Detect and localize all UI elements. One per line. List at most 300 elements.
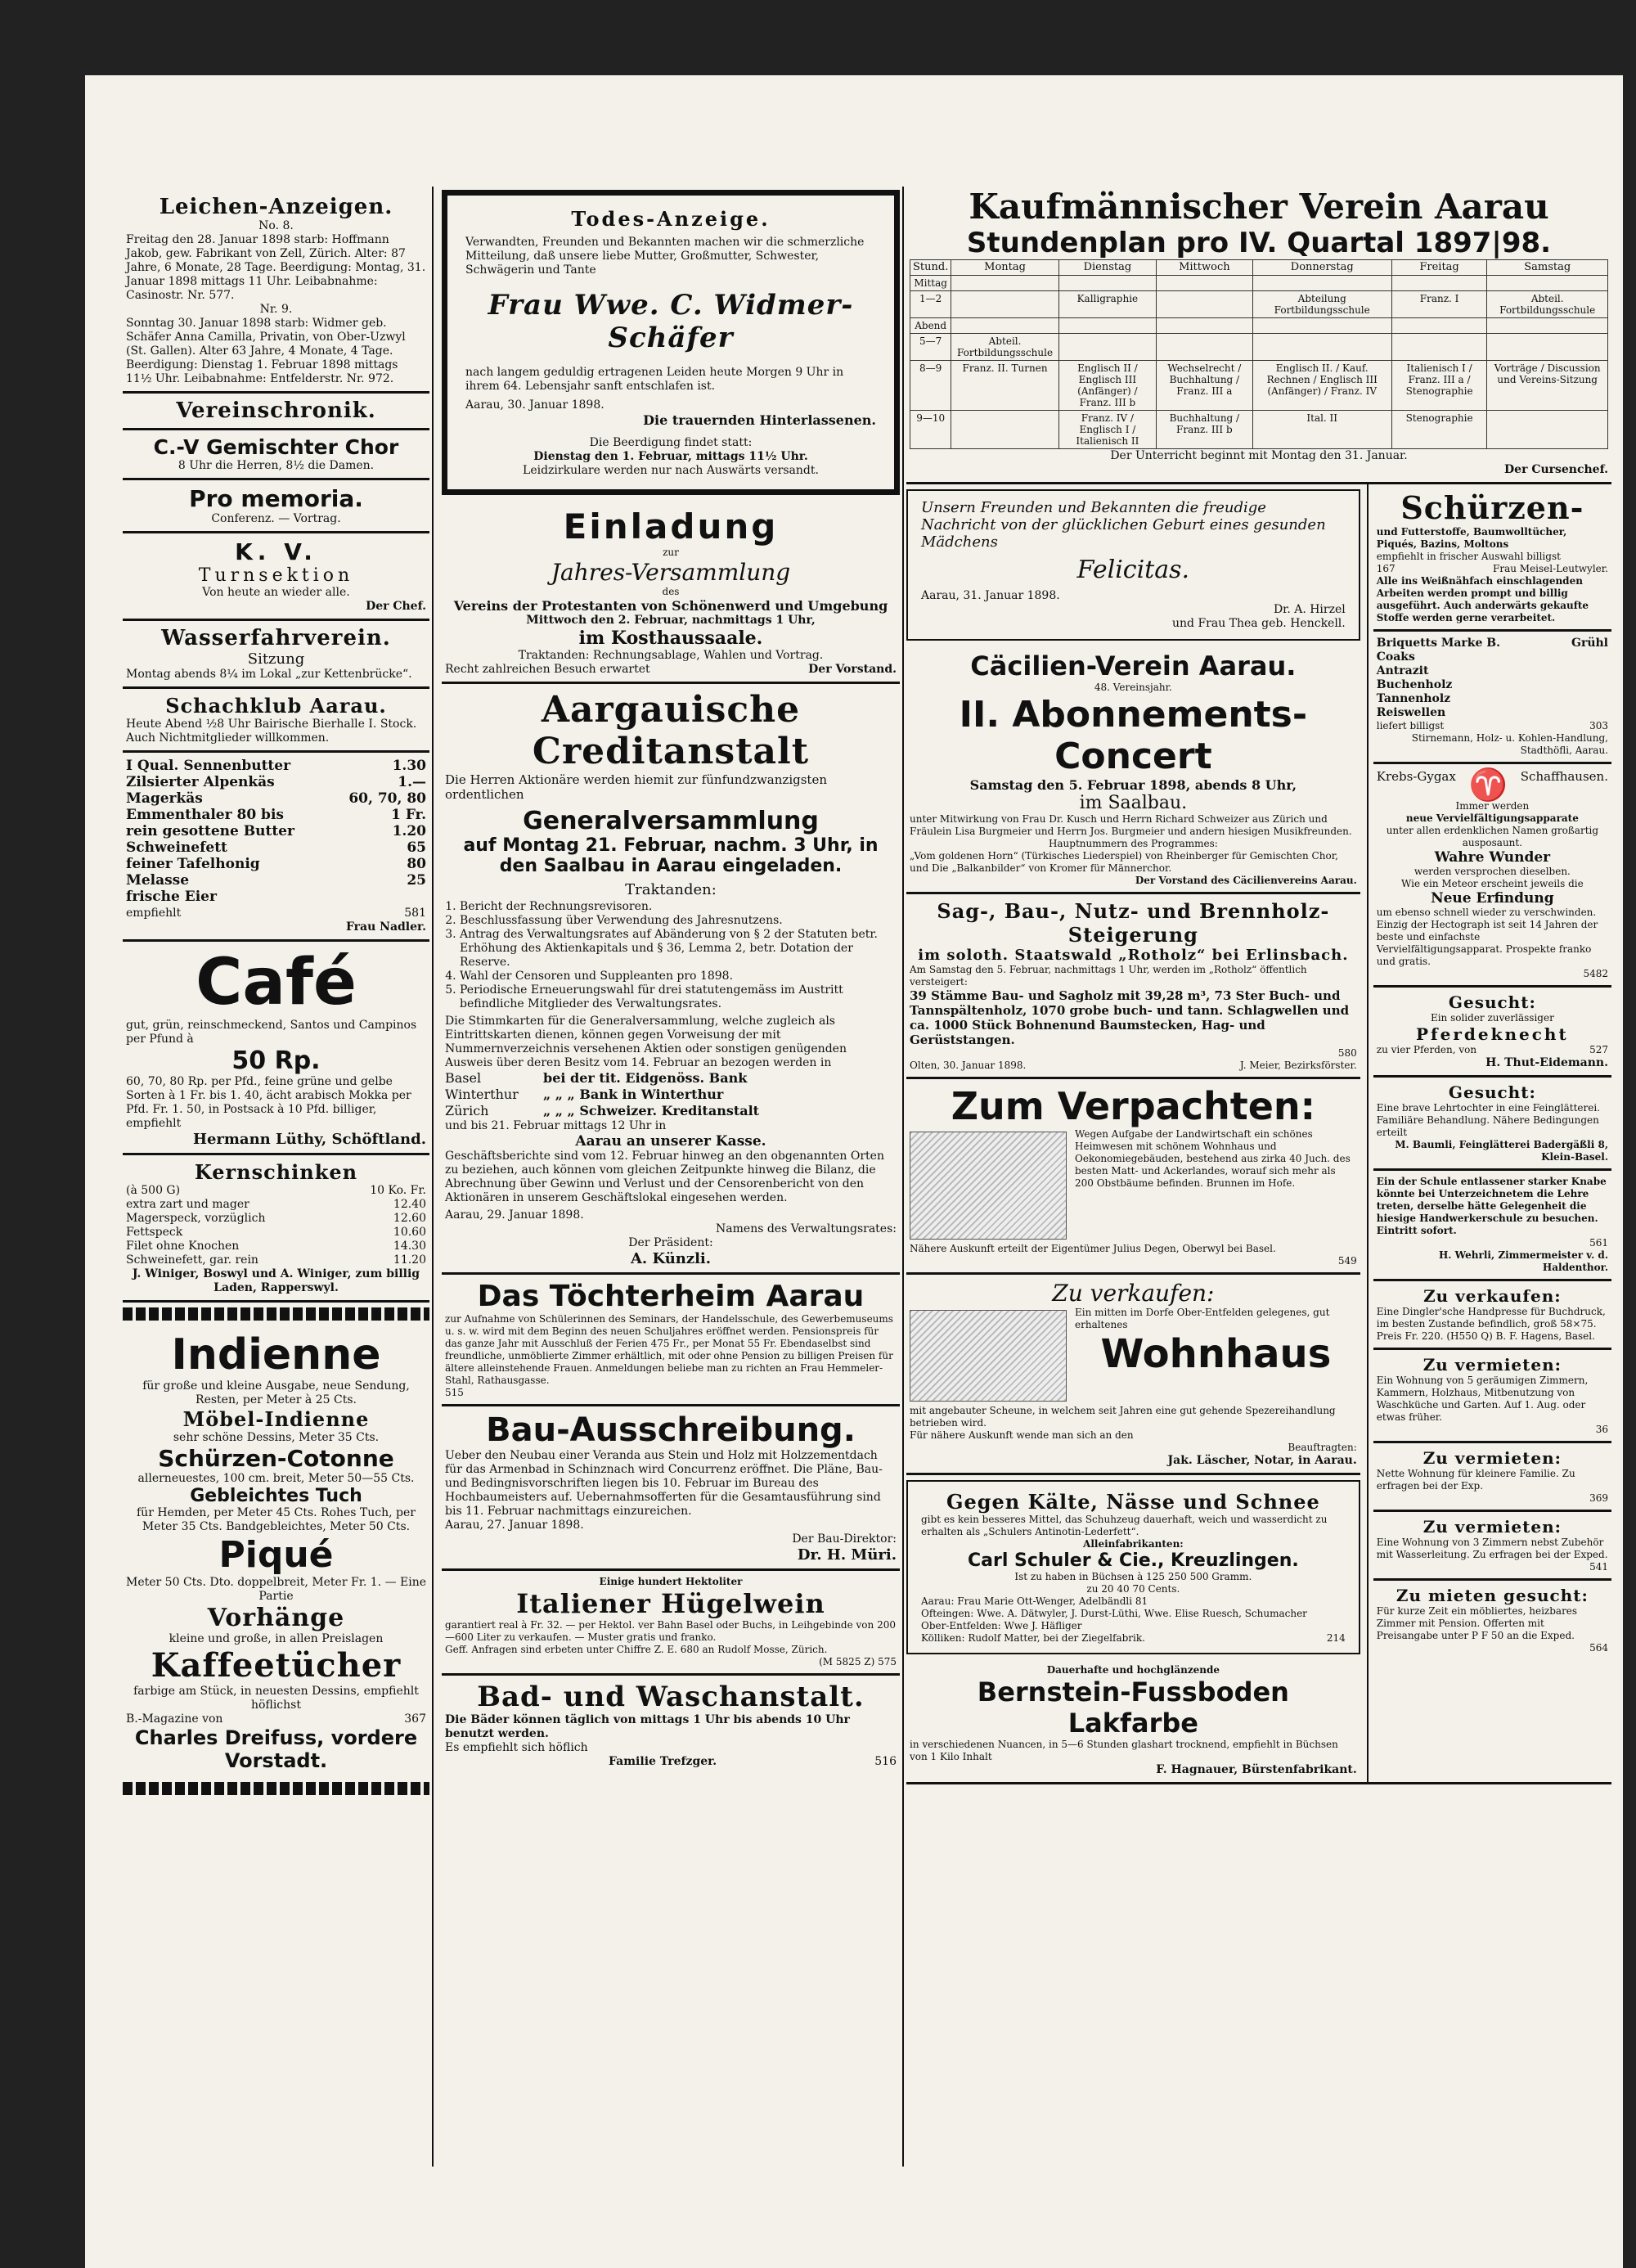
ad-text: Eine brave Lehrtochter in eine Feinglätterei. Familiäre Behandlung. Nähere Bedingungen erteilt [1376, 1102, 1600, 1138]
holzsteigerung-ad [906, 894, 1360, 1079]
ad-title: Leichen-Anzeigen. [159, 195, 393, 219]
bodenlack-ad [906, 1659, 1360, 1782]
price-row [126, 1253, 426, 1267]
column-left [123, 190, 429, 1800]
ad-text: Nette Wohnung für kleinere Familie. Zu erfragen bei der Exp. [1376, 1468, 1575, 1492]
kernschinken-ad [123, 1155, 429, 1303]
ad-number: 581 [404, 907, 426, 920]
timetable-header: Donnerstag [1252, 260, 1391, 276]
timetable-cell: Englisch II / Englisch III (Anfänger) / Franz. III b [1058, 361, 1156, 411]
ad-text: Namens des Verwaltungsrates: [716, 1222, 897, 1235]
agenda-item: 2. Beschlussfassung über Verwendung des Jahresnutzens. [460, 914, 897, 928]
timetable-cell [1157, 276, 1253, 291]
ad-text: neue Vervielfältigungsapparate [1405, 812, 1579, 824]
price-value: 14.30 [393, 1240, 426, 1253]
ad-text: unter Mitwirkung von Frau Dr. Kusch und Herrn Richard Schweizer aus Zürich und Fräulein Lisa Burgmeier und Herrn Jos. Burgmeier und andern hiesigen Musikfreunden. [910, 813, 1352, 837]
timetable-header: Samstag [1487, 260, 1608, 276]
timetable-cell: 5—7 [910, 334, 951, 361]
ad-text: Ein Wohnung von 5 geräumigen Zimmern, Kammern, Holzhaus, Mitbenutzung von Waschküche und Garten. Auf 1. Aug. oder etwas früher. [1376, 1375, 1589, 1423]
ad-subtitle: Carl Schuler & Cie., Kreuzlingen. [967, 1550, 1299, 1571]
timetable-row [910, 361, 1608, 411]
mieten-gesucht-ad [1373, 1581, 1611, 1659]
bank-row [445, 1087, 897, 1103]
ad-title: Bau-Ausschreibung. [486, 1411, 856, 1449]
bank-city: Zürich [445, 1103, 489, 1118]
ad-text: Ofteingen: Wwe. A. Dätwyler, J. Durst-Lüthi, Wwe. Elise Ruesch, Schumacher [921, 1608, 1307, 1619]
ad-signature: Familie Trefzger. [609, 1755, 717, 1768]
price-row [126, 1184, 426, 1198]
timetable-row [910, 411, 1608, 449]
ad-title: Bad- und Waschanstalt. [477, 1681, 865, 1713]
bank-row [445, 1070, 897, 1087]
ad-subtitle: Schürzen-Cotonne [158, 1445, 394, 1472]
bank-row [445, 1103, 897, 1119]
ad-place-date: Aarau, 29. Januar 1898. [445, 1208, 584, 1222]
ad-date: auf Montag 21. Februar, nachm. 3 Uhr, in den Saalbau in Aarau eingeladen. [463, 835, 879, 876]
price-item: (à 500 G) [126, 1184, 181, 1197]
price-row [126, 1212, 426, 1226]
price-row [126, 872, 426, 889]
ad-signature: J. Winiger, Boswyl und A. Winiger, zum billig Laden, Rapperswyl. [132, 1267, 420, 1294]
verpachten-ad [906, 1079, 1360, 1275]
ad-text: garantiert real à Fr. 32. — per Hektol. ver Bahn Basel oder Buchs, in Leihgebinde von 200—600 Liter zu verkaufen. — Muster gratis und franko. [445, 1619, 896, 1643]
price-item: rein gesottene Butter [126, 823, 294, 839]
einladung-ad [442, 502, 900, 684]
house-illustration [910, 1310, 1067, 1402]
ad-number: 5482 [1583, 968, 1608, 979]
ad-subtitle: Gebleichtes Tuch [190, 1486, 362, 1506]
ad-text: Alle ins Weißnähfach einschlagenden Arbeiten werden prompt und billig ausgeführt. Auch anderwärts gekaufte Stoffe werden gerne verarbeitet. [1376, 575, 1589, 623]
vermieten-ad-3 [1373, 1512, 1611, 1581]
column-divider [902, 187, 904, 2167]
bank-city: Basel [445, 1070, 482, 1086]
ad-text: Montag abends 8¼ im Lokal „zur Kettenbrücke“. [126, 668, 412, 681]
price-value: 11.20 [393, 1253, 426, 1267]
ad-text: kleine und große, in allen Preislagen [169, 1632, 384, 1645]
ad-number: 303 [1589, 720, 1608, 731]
ad-signature: Der Vorstand. [808, 663, 897, 676]
ad-text: Immer werden [1455, 800, 1530, 812]
timetable-row [910, 291, 1608, 318]
ad-text: empfiehlt in frischer Auswahl billigst [1376, 551, 1561, 562]
schuerzen-ad [1373, 484, 1611, 632]
ad-text: Krebs-Gygax [1376, 769, 1456, 784]
ad-text: Der Präsident: [628, 1236, 713, 1249]
ad-text: Hauptnummern des Programmes: [1048, 838, 1218, 849]
ad-text: „Vom goldenen Horn“ (Türkisches Liederspiel) von Rheinberger für Gemischten Chor, und Die „Balkanbilder“ von Kromer für Männerchor. [910, 850, 1338, 874]
ad-title: K. V. [235, 538, 317, 565]
timetable-cell: Buchhaltung / Franz. III b [1157, 411, 1253, 449]
timetable-cell: Abteil. Fortbildungsschule [1487, 291, 1608, 318]
ad-signature: Die trauernden Hinterlassenen. [643, 412, 876, 428]
ad-text: Wegen Aufgabe der Landwirtschaft ein schönes Heimwesen mit schönem Wohnhaus und Oekonomiegebäuden, bestehend aus zirka 40 Juch. des besten Matt- und Ackerlandes, worauf sich mehr als 200 Obstbäume befinden. Brunnen im Hofe. [1075, 1128, 1351, 1189]
lehrling-ad [1373, 1171, 1611, 1281]
timetable [910, 259, 1608, 449]
ad-text: Ein solider zuverlässiger [1430, 1012, 1554, 1024]
ad-text: zur [663, 547, 679, 558]
ad-text: Alleinfabrikanten: [1083, 1538, 1184, 1550]
price-item: Fettspeck [126, 1226, 183, 1239]
ad-subtitle: Traktanden: [625, 881, 717, 898]
ad-text: Es empfiehlt sich höflich [445, 1741, 588, 1754]
gesucht-lehrtochter-ad [1373, 1078, 1611, 1171]
price-list [126, 758, 426, 905]
ad-text: Der Unterricht beginnt mit Montag den 31. Januar. [1110, 449, 1408, 462]
ad-place-date: Aarau, 30. Januar 1898. [465, 398, 605, 412]
ad-text: Die Herren Aktionäre werden hiemit zur fünfundzwanzigsten ordentlichen [445, 772, 827, 802]
ad-number: 549 [1337, 1255, 1357, 1267]
ad-text: 48. Vereinsjahr. [1094, 682, 1172, 693]
ad-place-date: Aarau, 27. Januar 1898. [445, 1519, 584, 1532]
ad-subtitle: Vereins der Protestanten von Schönenwerd und Umgebung [453, 598, 888, 614]
timetable-cell: Mittag [910, 276, 951, 291]
ad-number: 541 [1589, 1561, 1608, 1573]
price-value: 1 Fr. [391, 807, 426, 823]
ad-signature: und Frau Thea geb. Henckell. [1172, 617, 1346, 630]
ad-title: Cäcilien-Verein Aarau. [970, 650, 1297, 682]
wohnhaus-verkauf-ad [906, 1275, 1360, 1475]
ad-signature: Frau Meisel-Leutwyler. [1493, 563, 1608, 574]
child-name: Felicitas. [1076, 556, 1190, 584]
price-value: 10.60 [393, 1226, 426, 1239]
price-value: 60, 70, 80 [348, 790, 426, 807]
schachklub-ad [123, 689, 429, 753]
ad-text: des [662, 586, 680, 597]
ad-text: Aarau: Frau Marie Ott-Wenger, Adelbändli 81 [921, 1595, 1148, 1607]
price-item: feiner Tafelhonig [126, 856, 260, 872]
timetable-row [910, 334, 1608, 361]
ad-text: in verschiedenen Nuancen, in 5—6 Stunden glashart trocknend, empfiehlt in Büchsen von 1 Kilo Inhalt [910, 1739, 1338, 1762]
ad-text: Grühl [1571, 637, 1608, 650]
timetable-cell: Franz. I [1391, 291, 1487, 318]
ad-text: Nähere Auskunft erteilt der Eigentümer Julius Degen, Oberwyl bei Basel. [910, 1243, 1276, 1254]
timetable-cell [1058, 276, 1156, 291]
ad-text: 8 Uhr die Herren, 8½ die Damen. [178, 459, 375, 472]
ad-subtitle: Möbel-Indienne [182, 1407, 370, 1431]
ad-text: Einige hundert Hektoliter [599, 1576, 743, 1587]
price-list [126, 1184, 426, 1267]
ad-signature: Stirnemann, Holz- u. Kohlen-Handlung, Stadthöfli, Aarau. [1411, 732, 1608, 756]
kv-stundenplan [906, 182, 1611, 484]
ad-signature: J. Meier, Bezirksförster. [1239, 1060, 1357, 1071]
ad-title: Zu vermieten: [1423, 1517, 1562, 1537]
cafe-ad [123, 942, 429, 1155]
ad-text: B.-Magazine von [126, 1712, 223, 1726]
ad-text: gut, grün, reinschmeckend, Santos und Campinos per Pfund à [126, 1019, 417, 1046]
timetable-header: Mittwoch [1157, 260, 1253, 276]
ad-signature: Dr. A. Hirzel [1273, 603, 1346, 616]
ad-text: Ueber den Neubau einer Veranda aus Stein und Holz mit Holzzementdach für das Armenbad in Schinznach wird Concurrenz eröffnet. Die Pläne, Bau- und Bedingnisvorschriften liegen bis 10. Februar im Bureau des Hochbaumeisters auf. Uebernahmsofferten für die Gesamtausführung sind bis 11. Februar nachmittags einzureichen. [445, 1449, 883, 1518]
timetable-cell [1252, 276, 1391, 291]
ad-text: Geff. Anfragen sind erbeten unter Chiffre Z. E. 680 an Rudolf Mosse, Zürich. [445, 1644, 828, 1655]
timetable-cell: Franz. II. Turnen [951, 361, 1058, 411]
ad-text: Aarau an unserer Kasse. [575, 1133, 766, 1150]
ad-title: Aargauische Creditanstalt [532, 689, 810, 772]
gesucht-knecht-ad [1373, 988, 1611, 1078]
ad-title: Café [196, 946, 357, 1019]
timetable-cell: Stenographie [1391, 411, 1487, 449]
ad-text: gibt es kein besseres Mittel, das Schuhzeug dauerhaft, weich und wasserdicht zu erhalten als „Schulers Antinotin-Lederfett“. [921, 1514, 1328, 1537]
ad-text: liefert billigst [1376, 720, 1445, 731]
cv-ad [123, 430, 429, 480]
ad-subtitle: Wahre Wunder [1434, 849, 1551, 866]
timetable-cell: Wechselrecht / Buchhaltung / Franz. III a [1157, 361, 1253, 411]
price-value: 1.20 [392, 823, 426, 839]
ad-text: Ein der Schule entlassener starker Knabe könnte bei Unterzeichnetem die Lehre treten, derselbe hätte Gelegenheit die hiesige Handwerkerschule zu besuchen. Eintritt sofort. [1376, 1176, 1607, 1236]
price-value: 25 [407, 872, 426, 889]
price-row [126, 807, 426, 823]
indienne-ad [123, 1325, 429, 1777]
price-value: 1.30 [392, 758, 426, 774]
ad-number: 564 [1589, 1642, 1608, 1654]
ad-text: Conferenz. — Vortrag. [211, 512, 341, 525]
ad-text: unter allen erdenklichen Namen großartig ausposaunt. [1386, 825, 1599, 848]
ibex-icon: ♈ [1468, 767, 1508, 803]
ad-text: Eine Wohnung von 3 Zimmern nebst Zubehör mit Wasserleitung. Zu erfragen bei der Exped. [1376, 1537, 1608, 1560]
bank-name: „ „ „ Bank in Winterthur [543, 1087, 724, 1102]
timetable-cell [1391, 318, 1487, 334]
price-item: Magerspeck, vorzüglich [126, 1212, 266, 1225]
agenda-item: 5. Periodische Erneuerungswahl für drei statutengemäss im Austritt befindliche Mitglieder des Verwaltungsrates. [460, 983, 897, 1011]
timetable-cell [951, 291, 1058, 318]
fuel-item: Reiswellen [1376, 706, 1446, 719]
ad-price: 50 Rp. [231, 1046, 321, 1075]
timetable-cell: Vorträge / Discussion und Vereins-Sitzung [1487, 361, 1608, 411]
ad-signature: Jak. Läscher, Notar, in Aarau. [1167, 1454, 1357, 1467]
handpresse-ad [1373, 1281, 1611, 1350]
fuel-list [1377, 650, 1608, 720]
ad-title: Zum Verpachten: [951, 1084, 1316, 1128]
ad-text: zu 20 40 70 Cents. [1086, 1583, 1180, 1595]
timetable-cell: Ital. II [1252, 411, 1391, 449]
ad-text: Unsern Freunden und Bekannten die freudige Nachricht von der glücklichen Geburt eines gesunden Mädchens [921, 499, 1326, 551]
ad-text: Am Samstag den 5. Februar, nachmittags 1 Uhr, werden im „Rotholz“ öffentlich versteigert: [910, 964, 1307, 988]
ad-title: Wasserfahrverein. [161, 626, 391, 650]
creditanstalt-ad [442, 684, 900, 1275]
ad-title: Pro memoria. [189, 485, 363, 512]
price-item: Emmenthaler 80 bis [126, 807, 284, 823]
bank-city: Winterthur [445, 1087, 519, 1102]
ad-title: Kernschinken [194, 1160, 358, 1184]
price-value: 10 Ko. Fr. [370, 1184, 426, 1197]
ad-signature: H. Thut-Eidemann. [1485, 1056, 1608, 1069]
timetable-cell [1157, 291, 1253, 318]
timetable-cell [951, 318, 1058, 334]
timetable-row [910, 318, 1608, 334]
ad-title: Schürzen- [1400, 489, 1584, 526]
ad-signature: Der Cursenchef. [1504, 463, 1608, 476]
bank-list [445, 1070, 897, 1119]
timetable-cell: Abend [910, 318, 951, 334]
price-value: 1.— [398, 774, 426, 790]
ad-signature: F. Hagnauer, Bürstenfabrikant. [1156, 1763, 1357, 1776]
ad-title: Kaufmännischer Verein Aarau [969, 187, 1549, 227]
hectograph-ad [1373, 764, 1611, 988]
timetable-cell [1157, 318, 1253, 334]
price-row [126, 856, 426, 872]
price-value: 80 [407, 856, 426, 872]
ad-number: 580 [1337, 1047, 1357, 1059]
ad-number: 369 [1589, 1492, 1608, 1504]
ad-date: Mittwoch den 2. Februar, nachmittags 1 Uhr, [526, 614, 816, 627]
ad-text: Kölliken: Rudolf Matter, bei der Ziegelfabrik. [921, 1632, 1145, 1644]
ad-text: Schaffhausen. [1520, 769, 1608, 784]
bank-name: „ „ „ Schweizer. Kreditanstalt [543, 1103, 760, 1118]
price-list-ad [123, 753, 429, 942]
ad-signature: Frau Nadler. [345, 920, 426, 934]
timetable-cell: Italienisch I / Franz. III a / Stenographie [1391, 361, 1487, 411]
ad-title: Briquetts Marke B. [1376, 637, 1500, 650]
huegelwein-ad [442, 1571, 900, 1676]
brennstoff-ad [1373, 632, 1611, 764]
timetable-cell: Abteil. Fortbildungsschule [951, 334, 1058, 361]
bank-name: bei der tit. Eidgenöss. Bank [543, 1070, 748, 1086]
ad-signature: A. Künzli. [630, 1250, 712, 1267]
timetable-header: Stund. [910, 260, 951, 276]
timetable-cell [1058, 318, 1156, 334]
leichen-anzeigen [123, 190, 429, 394]
ad-title: Italiener Hügelwein [516, 1588, 825, 1619]
timetable-header: Montag [951, 260, 1058, 276]
vermieten-ad-2 [1373, 1443, 1611, 1512]
entry-text: Sonntag 30. Januar 1898 starb: Widmer geb. Schäfer Anna Camilla, Privatin, von Ober-Uzwyl (St. Gallen). Alter 63 Jahre, 4 Monate, 4 Tage. Beerdigung: Dienstag 1. Februar 1898 mittags 11½ Uhr. Leibabnahme: Entfelderstr. Nr. 972. [126, 317, 406, 385]
ad-number: 214 [1326, 1632, 1346, 1644]
separator [123, 1782, 429, 1795]
price-value: 12.40 [393, 1198, 426, 1211]
ad-text: Eine Dingler'sche Handpresse für Buchdruck, im besten Zustande befindlich, groß 58×75. Preis Fr. 220. (H550 Q) B. F. Hagens, Basel. [1376, 1306, 1606, 1342]
ad-subtitle: im soloth. Staatswald „Rotholz“ bei Erlinsbach. [918, 947, 1349, 964]
price-item: extra zart und mager [126, 1198, 249, 1211]
timetable-cell [1252, 318, 1391, 334]
ad-subtitle: Pferdeknecht [1416, 1024, 1569, 1044]
ad-text: Dienstag den 1. Februar, mittags 11½ Uhr. [533, 450, 808, 463]
entry-text: Freitag den 28. Januar 1898 starb: Hoffmann Jakob, gew. Fabrikant von Zell, Zürich. Alter: 87 Jahre, 6 Monate, 28 Tage. Beerdigung: Montag, 31. Januar 1898 mittags 11 Uhr. Leibabnahme: Casinostr. Nr. 577. [126, 233, 426, 302]
entry-number: No. 8. [258, 219, 294, 232]
price-row [126, 839, 426, 856]
timetable-cell [1252, 334, 1391, 361]
timetable-cell: 8—9 [910, 361, 951, 411]
price-row [126, 889, 426, 905]
ad-title: Bernstein-Fussboden Lakfarbe [977, 1676, 1289, 1739]
timetable-cell: 1—2 [910, 291, 951, 318]
timetable-cell [1487, 276, 1608, 291]
timetable-cell [1058, 334, 1156, 361]
ad-text: farbige am Stück, in neuesten Dessins, empfiehlt höflichst [133, 1685, 419, 1712]
ad-title: Zu mieten gesucht: [1396, 1586, 1589, 1605]
ad-text: Die Beerdigung findet statt: [589, 436, 753, 449]
ad-number: 167 [1376, 563, 1396, 574]
ad-text: nach langem geduldig ertragenen Leiden heute Morgen 9 Uhr in ihrem 64. Lebensjahr sanft entschlafen ist. [465, 366, 844, 393]
timetable-cell: Abteilung Fortbildungsschule [1252, 291, 1391, 318]
agenda-list [460, 900, 897, 1011]
ad-text: Ein mitten im Dorfe Ober-Entfelden gelegenes, gut erhaltenes [1075, 1307, 1330, 1330]
timetable-cell: 9—10 [910, 411, 951, 449]
ad-text: 39 Stämme Bau- und Sagholz mit 39,28 m³, 73 Ster Buch- und Tannspältenholz, 1070 grobe buch- und tann. Schlagwellen und ca. 1000 Stück Bohnenund Baumstecken, Hag- und Gerüststangen. [910, 988, 1350, 1047]
section-title: Vereinschronik. [176, 398, 376, 423]
ad-title: Gesucht: [1448, 992, 1536, 1012]
ad-text: Recht zahlreichen Besuch erwartet [445, 663, 650, 676]
ad-signature: Dr. H. Müri. [797, 1546, 897, 1564]
ad-subtitle: Sitzung [247, 650, 305, 668]
geburtsanzeige [906, 489, 1360, 641]
ad-signature: Der Vorstand des Cäcilienvereins Aarau. [1135, 875, 1357, 886]
price-row [126, 790, 426, 807]
ad-title: Zu verkaufen: [1052, 1280, 1215, 1307]
timetable-cell [1391, 276, 1487, 291]
ad-text: Für nähere Auskunft wende man sich an den [910, 1429, 1134, 1441]
ad-signature: Der Chef. [366, 600, 426, 613]
ad-title: Schachklub Aarau. [165, 694, 387, 718]
ad-subtitle: Vorhänge [207, 1604, 345, 1632]
price-item: Zilsierter Alpenkäs [126, 774, 275, 790]
ad-text: werden versprochen dieselben. [1414, 866, 1571, 877]
ad-text: zu vier Pferden, von [1376, 1044, 1477, 1055]
ad-text: und Futterstoffe, Baumwolltücher, Piqués, Bazins, Moltons [1376, 526, 1567, 550]
waschanstalt-ad [442, 1676, 900, 1774]
ad-text: für große und kleine Ausgabe, neue Sendung, Resten, per Meter à 25 Cts. [142, 1379, 410, 1406]
ad-number: (M 5825 Z) 575 [819, 1656, 897, 1667]
ad-text: Heute Abend ½8 Uhr Bairische Bierhalle I. Stock. Auch Nichtmitglieder willkommen. [126, 718, 417, 745]
ad-text: Dauerhafte und hochglänzende [1046, 1664, 1220, 1676]
ad-text: Leidzirkulare werden nur nach Auswärts versandt. [523, 464, 819, 477]
ad-signature: Charles Dreifuss, vordere Vorstadt. [134, 1726, 418, 1772]
ad-number: 516 [874, 1755, 897, 1768]
ad-number: 367 [404, 1712, 426, 1726]
ad-number: 515 [445, 1387, 464, 1398]
ad-date: Samstag den 5. Februar 1898, abends 8 Uhr, [969, 777, 1297, 793]
ad-subtitle: II. Abonnements-Concert [959, 694, 1308, 777]
bauausschreibung-ad [442, 1406, 900, 1571]
ad-title: Zu verkaufen: [1423, 1286, 1562, 1306]
ad-text: Geschäftsberichte sind vom 12. Februar hinweg an den obgenannten Orten zu beziehen, auch können vom gleichen Zeitpunkte hinweg die Bilanz, die Abrechnung über Gewinn und Verlust und der Censorenbericht von den Aktionären in unserem Geschäftslokal eingesehen werden. [445, 1150, 884, 1204]
schuhfett-ad [906, 1480, 1360, 1654]
separator [123, 1307, 429, 1321]
timetable-cell [1487, 334, 1608, 361]
timetable-header: Freitag [1391, 260, 1487, 276]
price-item: I Qual. Sennenbutter [126, 758, 291, 774]
ad-number: 36 [1595, 1424, 1608, 1435]
timetable-cell: Englisch II. / Kauf. Rechnen / Englisch III (Anfänger) / Franz. IV [1252, 361, 1391, 411]
ad-place: im Kosthaussaale. [578, 628, 763, 649]
price-item: Magerkäs [126, 790, 203, 807]
ad-text: Ober-Entfelden: Wwe J. Häfliger [921, 1620, 1082, 1631]
ad-title: Indienne [171, 1330, 381, 1379]
ad-text: Von heute an wieder alle. [202, 586, 350, 599]
timetable-row [910, 276, 1608, 291]
timetable-cell [951, 411, 1058, 449]
ad-text: Ist zu haben in Büchsen à 125 250 500 Gramm. [1014, 1571, 1252, 1582]
agenda-item: 1. Bericht der Rechnungsrevisoren. [460, 900, 897, 914]
ad-title: Gegen Kälte, Nässe und Schnee [946, 1490, 1320, 1514]
ad-subtitle: Generalversammlung [523, 807, 819, 835]
ad-text: Die Bäder können täglich von mittags 1 Uhr bis abends 10 Uhr benutzt werden. [445, 1713, 850, 1740]
ad-text: allerneuestes, 100 cm. breit, Meter 50—55 Cts. [137, 1472, 415, 1485]
caecilien-verein-ad [906, 646, 1360, 894]
wasserfahrverein-ad [123, 621, 429, 689]
ad-place-date: Aarau, 31. Januar 1898. [921, 589, 1060, 602]
price-row [126, 774, 426, 790]
ad-title: Das Töchterheim Aarau [477, 1280, 865, 1313]
timetable-cell [1157, 334, 1253, 361]
ad-text: Traktanden: Rechnungsablage, Wahlen und Vortrag. [518, 649, 824, 662]
ad-text: für Hemden, per Meter 45 Cts. Rohes Tuch, per Meter 35 Cts. Bandgebleichtes, Meter 50 Cts. [137, 1506, 416, 1533]
ad-title: Zu vermieten: [1423, 1355, 1562, 1375]
ad-signature: H. Wehrli, Zimmermeister v. d. Haldenthor. [1438, 1249, 1608, 1273]
column-middle [442, 190, 900, 1774]
price-row [126, 758, 426, 774]
price-item: Schweinefett, gar. rein [126, 1253, 258, 1267]
ad-subtitle: Neue Erfindung [1431, 890, 1554, 907]
